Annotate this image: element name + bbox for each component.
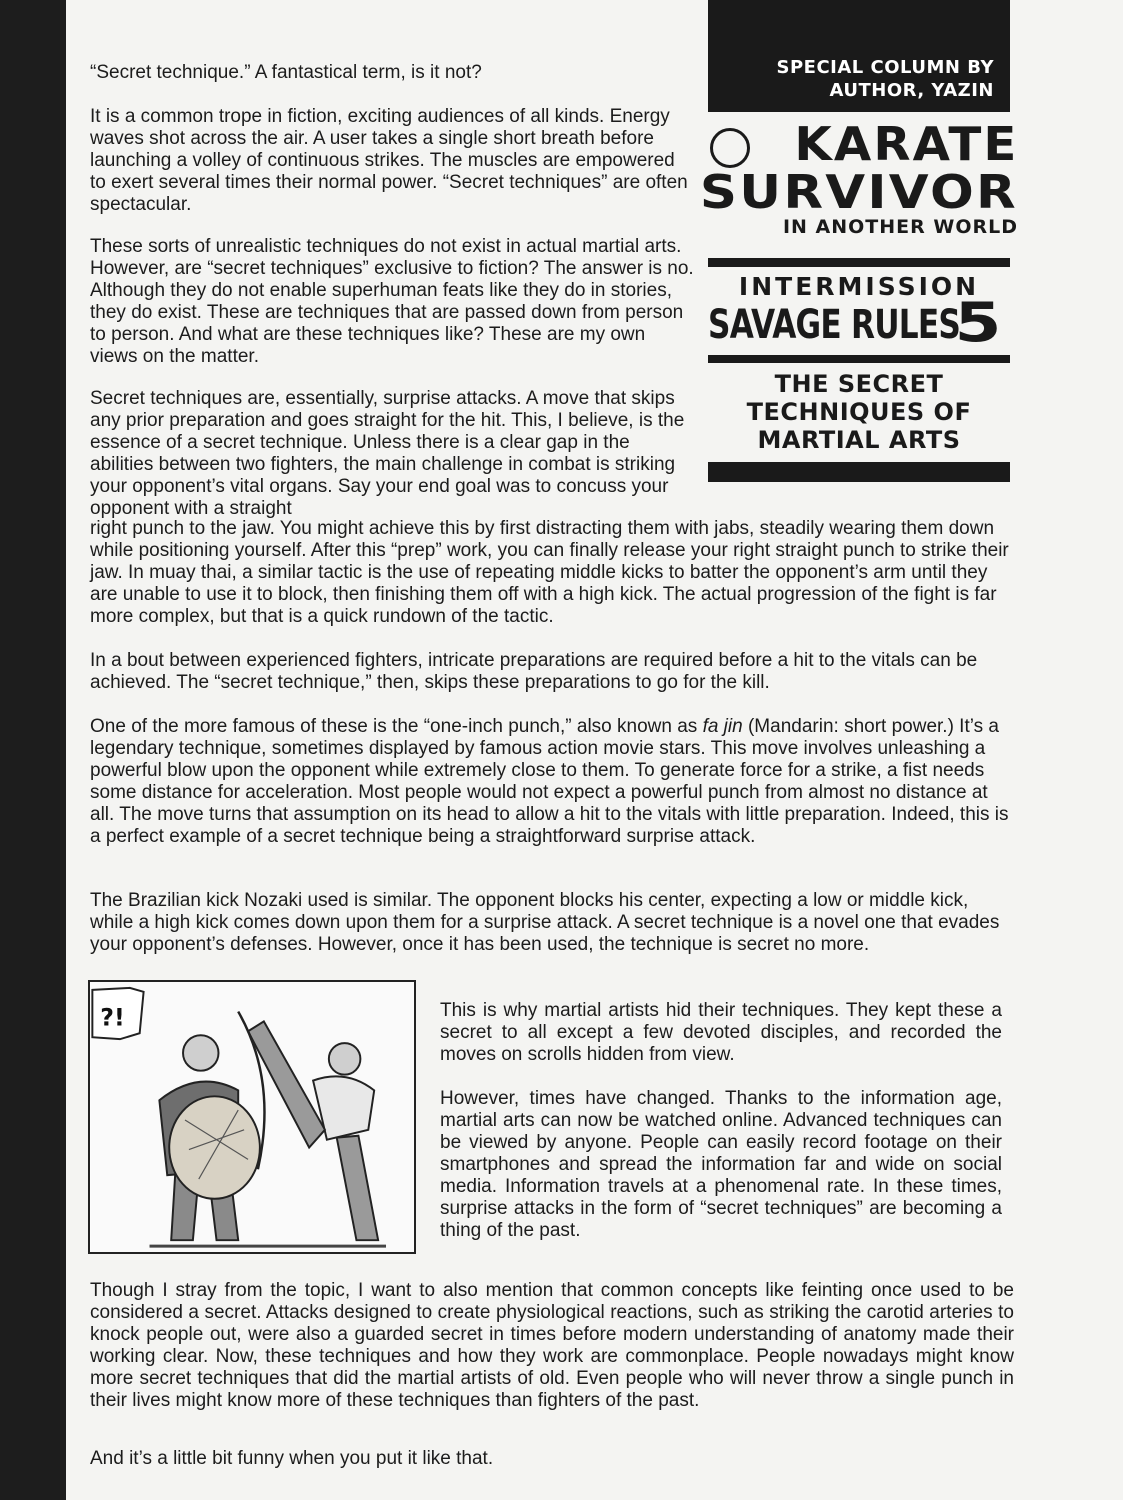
paragraph-3: These sorts of unrealistic techniques do not exist in actual martial arts. However, are “secret techniques” exclusive to fiction? The answer is no. Although they do not enable superhuman feats like they do in stories, they do exist. These are techniques that are passed down from person to person. And what are these techniques like? These are my own views on the matter. [90,236,694,367]
fist-emblem-icon [710,128,750,168]
column-header-box [708,0,1010,112]
paragraph-4a: Secret techniques are, essentially, surprise attacks. A move that skips any prior preparation and goes straight for the hit. This, I believe, is the essence of a secret technique. Unless there is a clear gap in the abilities between two fighters, the main challenge in combat is striking your opponent’s vital organs. Say your end goal was to concuss your opponent with a straight [90,388,685,519]
paragraph-6-post: (Mandarin: short power.) It’s a legendary technique, sometimes displayed by famous action movie stars. This move involves unleashing a powerful blow upon the opponent while extremely close to them. To generate force for a strike, a fist needs some distance for acceleration. Most people would not expect a powerful punch from almost no distance at all. The move turns that assumption on its head to allow a hit to the vitals with little preparation. Indeed, this is a perfect example of a secret technique being a straightforward surprise attack. [90,716,1009,847]
topic-title-line1: THE SECRET [774,370,944,398]
intermission-label: INTERMISSION [738,272,980,301]
paragraph-10: Though I stray from the topic, I want to also mention that common concepts like feinting once used to be considered a secret. Attacks designed to create physiological reactions, such as striking the carotid arteries to knock people out, were also a guarded secret in times before modern understanding of anatomy made their working clear. Now, these techniques and how they work are commonplace. People nowadays might know more secret techniques that did the martial artists of old. Even people who will never throw a single punch in their lives might know more of these techniques than fighters of the past. [90,1280,1014,1411]
divider-middle [708,355,1010,363]
sfx-text: ?! [100,1003,125,1032]
paragraph-2: It is a common trope in fiction, exciting audiences of all kinds. Energy waves shot across the air. A user takes a single short breath before launching a volley of continuous strikes. The muscles are empowered to exert several times their normal power. “Secret techniques” are often spectacular. [90,106,688,215]
logo-line3: IN ANOTHER WORLD [782,216,1018,238]
series-logo [699,117,1018,240]
topic-title-line2: TECHNIQUES OF [746,398,972,426]
column-header-line2: AUTHOR, YAZIN [829,80,994,101]
paragraph-6-pre: One of the more famous of these is the “one-inch punch,” also known as [90,716,703,737]
paragraph-6 [90,716,1014,848]
fa-jin-term: fa jin [702,716,743,737]
paragraph-1: “Secret technique.” A fantastical term, is it not? [90,62,482,83]
divider-top [708,258,1010,267]
manga-panel-illustration [90,982,414,1252]
round-shield [169,1096,260,1198]
logo-line1: KARATE [793,117,1018,171]
logo-line2: SURVIVOR [699,165,1018,219]
defender-head [183,1035,218,1070]
paragraph-9: However, times have changed. Thanks to the information age, martial arts can now be watched online. Advanced techniques can be viewed by anyone. People can easily record footage on their smartphones and spread the information far and wide on social media. Information travels at a phenomenal rate. In these times, surprise attacks in the form of “secret techniques” are becoming a thing of the past. [440,1088,1002,1241]
paragraph-8: This is why martial artists hid their techniques. They kept these a secret to all except a few devoted disciples, and recorded the moves on scrolls hidden from view. [440,1000,1002,1065]
series-title: SAVAGE RULES [708,302,961,348]
kicker-head [329,1043,361,1075]
column-header-line1: SPECIAL COLUMN BY [776,57,994,78]
page-spine-bar [0,0,66,1500]
manga-panel [88,980,416,1254]
divider-bottom [708,462,1010,482]
paragraph-7: The Brazilian kick Nozaki used is similar. The opponent blocks his center, expecting a low or middle kick, while a high kick comes down upon them for a surprise attack. A secret technique is a novel one that evades your opponent’s defenses. However, once it has been used, the technique is secret no more. [90,890,1000,955]
paragraph-4b: right punch to the jaw. You might achieve this by first distracting them with jabs, steadily wearing them down while positioning yourself. After this “prep” work, you can finally release your right straight punch to strike their jaw. In muay thai, a similar tactic is the use of repeating middle kicks to batter the opponent’s arm until they are unable to use it to block, then finishing them off with a high kick. The actual progression of the fight is far more complex, but that is a quick rundown of the tactic. [90,518,1009,627]
topic-title [708,370,1010,454]
topic-title-line3: MARTIAL ARTS [757,426,961,454]
paragraph-11: And it’s a little bit funny when you put it like that. [90,1448,494,1469]
paragraph-5: In a bout between experienced fighters, intricate preparations are required before a hit to the vitals can be achieved. The “secret technique,” then, skips these preparations to go for the kill. [90,650,978,693]
volume-number: 5 [954,291,1002,354]
